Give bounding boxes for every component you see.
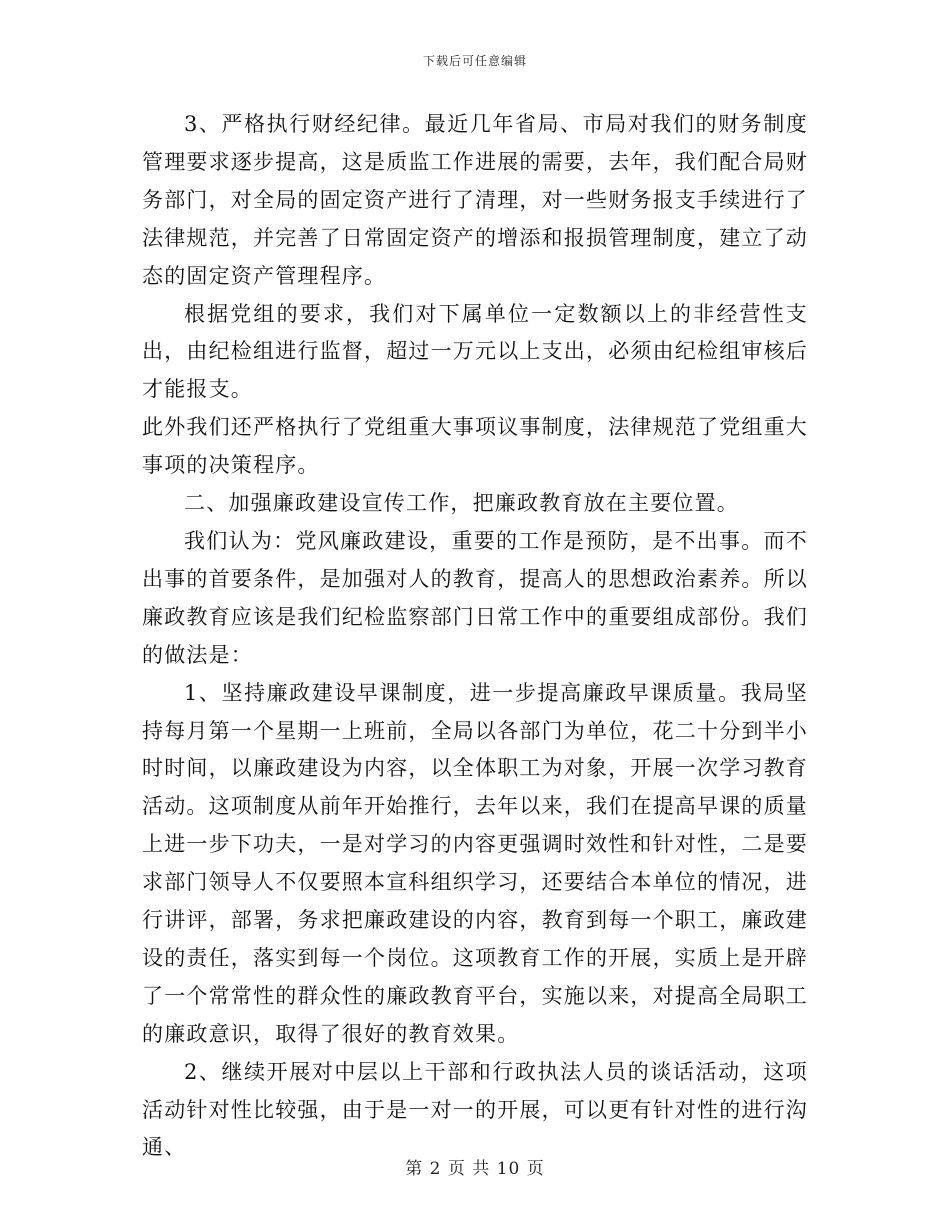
page-footer-page-number: 第 2 页 共 10 页 [405,1159,545,1179]
paragraph-talks-activity: 2、继续开展对中层以上干部和行政执法人员的谈话活动，这项活动针对性比较强，由于是一对一的开展，可以更有针对性的进行沟通、 [142,1059,808,1160]
page-header-note: 下载后可任意编辑 [422,54,527,68]
document-body [142,106,808,1167]
paragraph-finance-discipline: 3、严格执行财经纪律。最近几年省局、市局对我们的财务制度管理要求逐步提高，这是质监工作进展的需要，去年，我们配合局财务部门，对全局的固定资产进行了清理，对一些财务报支手续进行了法律规范，并完善了日常固定资产的增添和报损管理制度，建立了动态的固定资产管理程序。 [142,112,808,288]
paragraph-morning-class: 1、坚持廉政建设早课制度，进一步提高廉政早课质量。我局坚持每月第一个星期一上班前，全局以各部门为单位，花二十分到半小时时间，以廉政建设为内容，以全体职工为对象，开展一次学习教育活动。这项制度从前年开始推行，去年以来，我们在提高早课的质量上进一步下功夫，一是对学习的内容更强调时效性和针对性，二是要求部门领导人不仅要照本宣科组织学习，还要结合本单位的情况，进行讲评，部署，务求把廉政建设的内容，教育到每一个职工，廉政建设的责任，落实到每一个岗位。这项教育工作的开展，实质上是开辟了一个常常性的群众性的廉政教育平台，实施以来，对提高全局职工的廉政意识，取得了很好的教育效果。 [142,680,808,1046]
paragraph-party-group-requirement: 根据党组的要求，我们对下属单位一定数额以上的非经营性支出，由纪检组进行监督，超过一万元以上支出，必须由纪检组审核后才能报支。 [142,301,808,402]
paragraph-major-matters: 此外我们还严格执行了党组重大事项议事制度，法律规范了党组重大事项的决策程序。 [142,415,808,478]
section-heading-anti-corruption-publicity: 二、加强廉政建设宣传工作，把廉政教育放在主要位置。 [184,491,739,516]
paragraph-our-view: 我们认为：党风廉政建设，重要的工作是预防，是不出事。而不出事的首要条件，是加强对人的教育，提高人的思想政治素养。所以廉政教育应该是我们纪检监察部门日常工作中的重要组成部份。我们的做法是： [142,528,808,667]
